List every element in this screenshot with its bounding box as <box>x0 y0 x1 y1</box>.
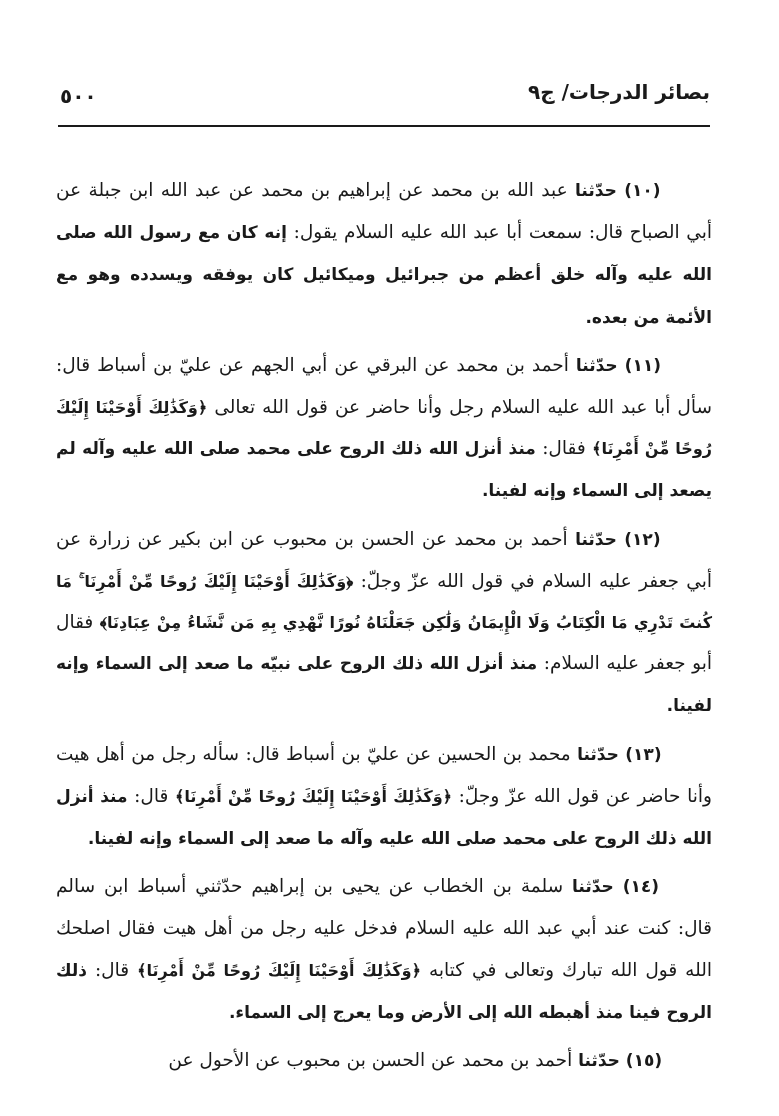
hadith-opening: حدّثنا <box>577 744 619 765</box>
quran-verse: ﴿وَكَذَٰلِكَ أَوْحَيْنَا إِلَيْكَ رُوحًا مِّنْ أَمْرِنَا ۚ مَا كُنتَ تَدْرِي مَا الْكِتَابُ وَلَا الْإِيمَانُ وَلَٰكِن جَعَلْنَاهُ نُورًا نَّهْدِي بِهِ مَن نَّشَاءُ مِنْ عِبَادِنَا﴾ <box>56 571 712 633</box>
hadith-number: (١٣) <box>625 744 662 765</box>
hadith-number: (١٤) <box>622 877 660 898</box>
header-rule <box>58 125 710 127</box>
hadith-10 <box>56 170 712 339</box>
hadith-opening: حدّثنا <box>575 529 617 550</box>
hadith-transition: قال: <box>94 959 130 981</box>
hadith-narration: أحمد بن محمد عن البرقي عن أبي الجهم عن عليّ بن أسباط قال: سأل أبا عبد الله عليه السلام رجل وأنا حاضر عن قول الله تعالى <box>56 354 712 419</box>
hadith-transition: قال: <box>134 785 169 807</box>
hadith-number: (١١) <box>624 355 661 376</box>
hadith-opening: حدّثنا <box>575 181 617 201</box>
hadith-opening: حدّثنا <box>575 355 618 376</box>
hadith-saying: ذلك الروح فينا منذ أهبطه الله إلى الأرض وما يعرج إلى السماء. <box>56 960 712 1023</box>
quran-verse: ﴿وَكَذَٰلِكَ أَوْحَيْنَا إِلَيْكَ رُوحًا مِّنْ أَمْرِنَا﴾ <box>56 398 712 459</box>
hadith-transition: فقال أبو جعفر عليه السلام: <box>56 612 712 675</box>
hadith-narration: سلمة بن الخطاب عن يحيى بن إبراهيم حدّثني أسباط ابن سالم قال: كنت عند أبي عبد الله عليه السلام فدخل عليه رجل من أهل هيت فقال اصلحك الله قول الله تبارك وتعالى في كتابه <box>56 876 713 981</box>
hadith-11 <box>56 345 712 513</box>
hadith-saying: منذ أنزل الله ذلك الروح على محمد صلى الله عليه وآله ما صعد إلى السماء وإنه لفينا. <box>56 786 712 850</box>
hadith-narration: عبد الله بن محمد عن إبراهيم بن محمد عن عبد الله ابن جبلة عن أبي الصباح قال: سمعت أبا عبد الله عليه السلام يقول: <box>56 180 712 244</box>
page-body <box>56 170 712 1088</box>
hadith-narration: أحمد بن محمد عن الحسن بن محبوب عن الأحول عن <box>168 1050 573 1072</box>
running-head-title: بصائر الدرجات/ ج٩ <box>528 80 710 104</box>
hadith-number: (١٥) <box>625 1051 663 1072</box>
page-number: ٥٠٠ <box>60 84 97 108</box>
hadith-saying: منذ أنزل الله ذلك الروح على نبيّه ما صعد إلى السماء وإنه لفينا. <box>56 654 712 717</box>
hadith-saying: منذ أنزل الله ذلك الروح على محمد صلى الله عليه وآله لم يصعد إلى السماء وإنه لفينا. <box>56 439 712 502</box>
hadith-number: (١٢) <box>624 529 661 550</box>
hadith-14 <box>56 866 712 1034</box>
hadith-13 <box>56 734 712 861</box>
hadith-narration: محمد بن الحسين عن عليّ بن أسباط قال: سأله رجل من أهل هيت وأنا حاضر عن قول الله عزّ وجلّ: <box>56 743 712 807</box>
page-header <box>58 78 710 118</box>
hadith-opening: حدّثنا <box>578 1051 620 1072</box>
hadith-15 <box>56 1040 712 1082</box>
quran-verse: ﴿وَكَذَٰلِكَ أَوْحَيْنَا إِلَيْكَ رُوحًا مِّنْ أَمْرِنَا﴾ <box>137 960 421 980</box>
hadith-12 <box>56 519 712 728</box>
hadith-saying: إنه كان مع رسول الله صلى الله عليه وآله خلق أعظم من جبرائيل وميكائيل كان يوفقه ويسدده وهو مع الأئمة من بعده. <box>56 223 712 328</box>
hadith-narration: أحمد بن محمد عن الحسن بن محبوب عن ابن بكير عن زرارة عن أبي جعفر عليه السلام في قول الله عزّ وجلّ: <box>56 528 712 592</box>
hadith-number: (١٠) <box>624 181 661 201</box>
quran-verse: ﴿وَكَذَٰلِكَ أَوْحَيْنَا إِلَيْكَ رُوحًا مِّنْ أَمْرِنَا﴾ <box>174 786 453 806</box>
hadith-opening: حدّثنا <box>572 877 614 898</box>
hadith-transition: فقال: <box>542 438 586 460</box>
